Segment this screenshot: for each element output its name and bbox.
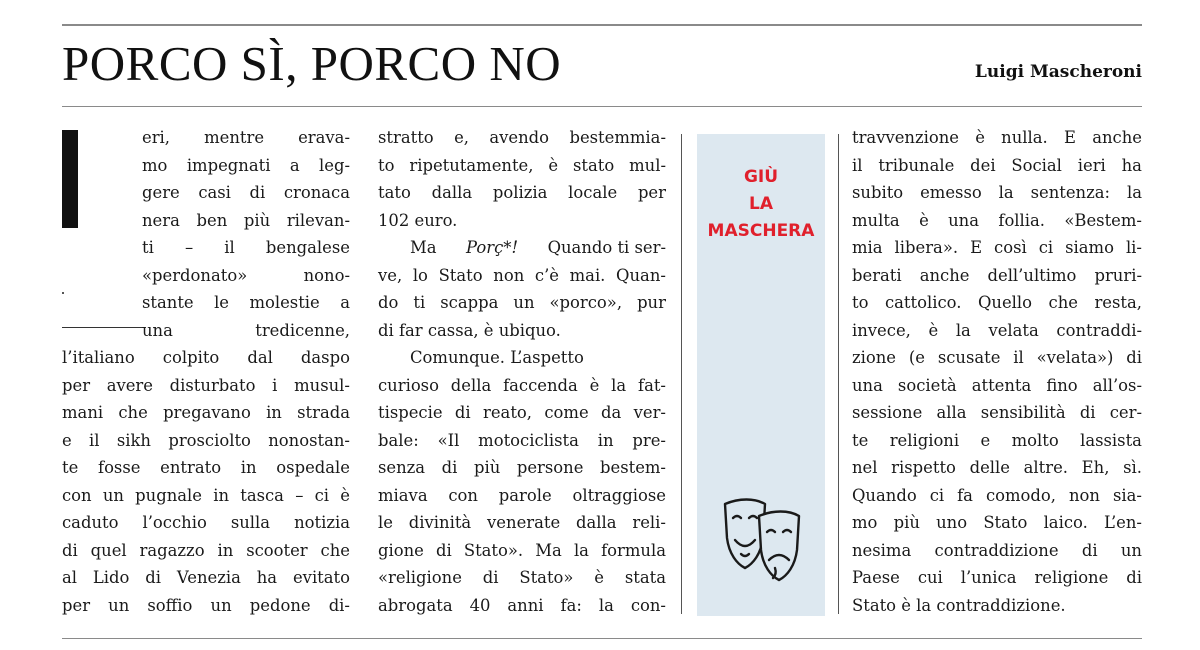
text-line: to ripetutamente, è stato mul- xyxy=(378,155,666,175)
text-line: travvenzione è nulla. E anche xyxy=(852,128,1142,147)
text-line: abrogata 40 anni fa: la con- xyxy=(378,595,666,615)
text-line: stante le molestie a xyxy=(142,293,350,312)
text-line: le divinità venerate dalla reli- xyxy=(378,513,666,532)
article-column-2 xyxy=(378,124,666,619)
text-line-italic-lead: Ma Porç*! Quando ti ser- xyxy=(410,238,666,257)
text-line: mani che pregavano in strada xyxy=(62,403,350,422)
text-line: una tredicenne, xyxy=(142,320,350,340)
theater-masks-icon xyxy=(719,494,805,590)
text-line: tispecie di reato, come da ver- xyxy=(378,403,666,422)
sidebar-box xyxy=(697,134,825,616)
text-line: miava con parole oltraggiose xyxy=(378,485,666,505)
text-line: berati anche dell’ultimo pruri- xyxy=(852,265,1142,285)
text-line: nel rispetto delle altre. Eh, sì. xyxy=(852,458,1142,477)
sidebar-label xyxy=(697,164,825,245)
text-line: bale: «Il motociclista in pre- xyxy=(378,430,666,450)
text-line: gere casi di cronaca xyxy=(142,183,350,202)
text-line: subito emesso la sentenza: la xyxy=(852,183,1142,202)
column-divider xyxy=(681,134,682,614)
text-line: nera ben più rilevan- xyxy=(142,210,350,230)
text-line: ti – il bengalese xyxy=(142,238,350,257)
text-line: per un soffio un pedone di- xyxy=(62,595,350,615)
text-line: Comunque. L’aspetto xyxy=(410,348,584,367)
text-line: invece, è la velata contraddi- xyxy=(852,320,1142,340)
text-line: di far cassa, è ubiquo. xyxy=(378,320,561,340)
text-line: e il sikh prosciolto nonostan- xyxy=(62,430,350,450)
text-line: sessione alla sensibilità di cer- xyxy=(852,403,1142,422)
text-line: te fosse entrato in ospedale xyxy=(62,458,350,477)
text-line: per avere disturbato i musul- xyxy=(62,375,350,395)
text-line: te religioni e molto lassista xyxy=(852,430,1142,450)
text-line: mo più uno Stato laico. L’en- xyxy=(852,513,1142,532)
headline: PORCO SÌ, PORCO NO xyxy=(62,36,562,91)
text-line: Paese cui l’unica religione di xyxy=(852,568,1142,587)
text-line: mo impegnati a leg- xyxy=(142,155,350,175)
sidebar-label-line: LA xyxy=(749,194,773,214)
header-rule xyxy=(62,106,1142,107)
text-line: curioso della faccenda è la fat- xyxy=(378,375,666,395)
top-rule xyxy=(62,24,1142,26)
text-line: con un pugnale in tasca – ci è xyxy=(62,485,350,505)
text-line: il tribunale dei Social ieri ha xyxy=(852,155,1142,175)
text-line: caduto l’occhio sulla notizia xyxy=(62,513,350,532)
text-line: stratto e, avendo bestemmia- xyxy=(378,128,666,147)
text-line: tato dalla polizia locale per xyxy=(378,183,666,202)
author-byline: Luigi Mascheroni xyxy=(974,62,1142,82)
text-line: to cattolico. Quello che resta, xyxy=(852,293,1142,312)
text-line: do ti scappa un «porco», pur xyxy=(378,293,666,312)
text-line: una società attenta fino all’os- xyxy=(852,375,1142,395)
text-line: Stato è la contraddizione. xyxy=(852,595,1066,615)
article-column-3 xyxy=(852,124,1142,619)
text-line: nesima contraddizione di un xyxy=(852,540,1142,560)
column-divider xyxy=(838,134,839,614)
sidebar-label-line: GIÙ xyxy=(743,167,779,187)
bottom-rule xyxy=(62,638,1142,639)
text-line: Quando ci fa comodo, non sia- xyxy=(852,485,1142,505)
text-line: multa è una follia. «Bestem- xyxy=(852,210,1142,230)
text-line: «perdonato» nono- xyxy=(142,265,350,285)
text-line: al Lido di Venezia ha evitato xyxy=(62,568,350,587)
text-line: zione (e scusate il «velata») di xyxy=(852,348,1142,367)
text-line: gione di Stato». Ma la formula xyxy=(378,540,666,560)
text-line: l’italiano colpito dal daspo xyxy=(62,348,350,367)
text-line: mia libera». E così ci siamo li- xyxy=(852,238,1142,257)
article-column-1 xyxy=(62,124,350,619)
text-line: «religione di Stato» è stata xyxy=(378,568,666,587)
sidebar-label-line: MASCHERA xyxy=(707,221,815,241)
text-line: ve, lo Stato non c’è mai. Quan- xyxy=(378,265,666,285)
text-line: senza di più persone bestem- xyxy=(378,458,666,477)
text-line: eri, mentre erava- xyxy=(142,128,350,147)
text-line: 102 euro. xyxy=(378,210,458,230)
text-line: di quel ragazzo in scooter che xyxy=(62,540,350,560)
